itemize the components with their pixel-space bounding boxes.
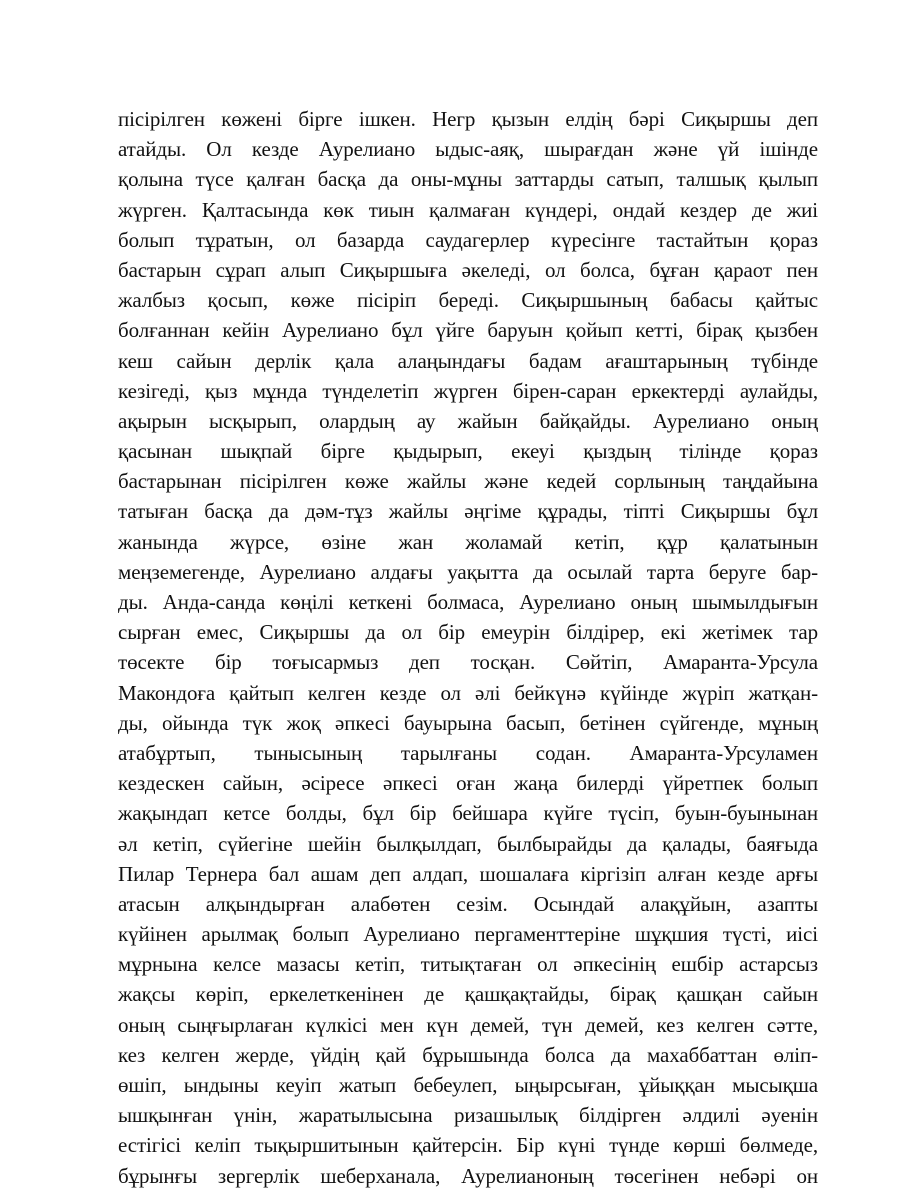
text-line: болып тұратын, ол базарда саудагерлер күресінге тастайтын қораз bbox=[118, 227, 818, 252]
text-line: ды. Анда-санда көңілі кеткені болмаса, Аурелиано оның шымылдығын bbox=[118, 590, 818, 614]
text-line: ақырын ысқырып, олардың ау жайын байқайды. Аурелиано оның bbox=[118, 408, 818, 433]
text-line: өшіп, ындыны кеуіп жатып бебеулеп, ыңырсыған, ұйыққан мысықша bbox=[118, 1073, 818, 1097]
text-line: жақсы көріп, еркелеткенінен де қашқақтайды, бірақ қашқан сайын bbox=[118, 982, 818, 1007]
text-line: бастарынан пісірілген көже жайлы және кедей сорлының таңдайына bbox=[118, 469, 818, 494]
text-line: жақындап кетсе болды, бұл бір бейшара күйге түсіп, буын-буынынан bbox=[118, 801, 818, 826]
text-line: сырған емес, Сиқыршы да ол бір емеурін білдірер, екі жетімек тар bbox=[118, 620, 818, 645]
text-line: татыған басқа да дәм-тұз жайлы әңгіме құрады, тіпті Сиқыршы бұл bbox=[118, 499, 818, 524]
text-line: кезігеді, қыз мұнда түнделетіп жүрген бірен-саран еркектерді аулайды, bbox=[118, 378, 818, 403]
text-line: атабұртып, тынысының тарылғаны содан. Амаранта-Урсуламен bbox=[118, 740, 818, 765]
text-line: мұрнына келсе мазасы кетіп, титықтаған ол әпкесінің ешбір астарсыз bbox=[118, 952, 818, 977]
text-line: қолына түсе қалған басқа да оны-мұны заттарды сатып, талшық қылып bbox=[118, 167, 818, 192]
text-line: меңземегенде, Аурелиано алдағы уақытта да осылай тарта беруге бар- bbox=[118, 559, 818, 584]
text-line: Пилар Тернера бал ашам деп алдап, шошалаға кіргізіп алған кезде арғы bbox=[118, 861, 818, 886]
text-line: кездескен сайын, әсіресе әпкесі оған жаңа билерді үйретпек болып bbox=[118, 771, 818, 796]
text-line: бастарын сұрап алып Сиқыршыға әкеледі, ол болса, бұған қараот пен bbox=[118, 257, 818, 282]
text-line: бұрынғы зергерлік шеберханала, Аурелианоның төсегінен небәрі он bbox=[118, 1163, 818, 1188]
text-line: атайды. Ол кезде Аурелиано ыдыс-аяқ, шырағдан және үй ішінде bbox=[118, 137, 818, 162]
text-line: жанында жүрсе, өзіне жан жоламай кетіп, құр қалатынын bbox=[118, 529, 818, 554]
text-line: кеш сайын дерлік қала алаңындағы бадам ағаштарының түбінде bbox=[118, 348, 818, 373]
text-line: оның сыңғырлаған күлкісі мен күн демей, түн демей, кез келген сәтте, bbox=[118, 1012, 818, 1037]
text-line: Макондоға қайтып келген кезде ол әлі бейкүнә күйінде жүріп жатқан- bbox=[118, 680, 818, 705]
text-line: қасынан шықпай бірге қыдырып, екеуі қыздың тілінде қораз bbox=[118, 439, 818, 464]
text-line: әл кетіп, сүйегіне шейін былқылдап, былбырайды да қалады, баяғыда bbox=[118, 831, 818, 856]
text-line: жүрген. Қалтасында көк тиын қалмаған күндері, ондай кездер де жиі bbox=[118, 197, 818, 222]
text-line: төсекте бір тоғысармыз деп тосқан. Сөйтіп, Амаранта-Урсула bbox=[118, 650, 818, 675]
text-line: естігісі келіп тықыршитынын қайтерсін. Бір күні түнде көрші бөлмеде, bbox=[118, 1133, 818, 1158]
text-line: жалбыз қосып, көже пісіріп береді. Сиқыршының бабасы қайтыс bbox=[118, 288, 818, 313]
text-line: атасын алқындырған алабөтен сезім. Осындай алақұйын, азапты bbox=[118, 891, 818, 916]
text-line: пісірілген көжені бірге ішкен. Негр қызын елдің бәрі Сиқыршы деп bbox=[118, 107, 818, 131]
text-line: кез келген жерде, үйдің қай бұрышында болса да махаббаттан өліп- bbox=[118, 1042, 818, 1067]
text-line: күйінен арылмақ болып Аурелиано пергаменттеріне шұқшия түсті, иісі bbox=[118, 922, 818, 947]
text-line: ышқынған үнін, жаратылысына ризашылық білдірген әлдилі әуенін bbox=[118, 1103, 818, 1128]
text-line: болғаннан кейін Аурелиано бұл үйге баруын қойып кетті, бірақ қызбен bbox=[118, 318, 818, 343]
text-line: ды, ойында түк жоқ әпкесі бауырына басып, бетінен сүйгенде, мұның bbox=[118, 710, 818, 735]
body-text bbox=[118, 104, 818, 1191]
